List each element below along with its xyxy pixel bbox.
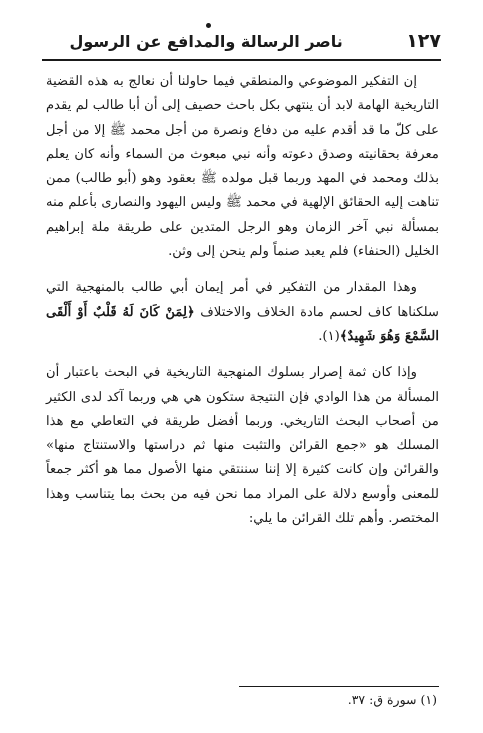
paragraph-3: وإذا كان ثمة إصرار بسلوك المنهجية التاريخية في البحث باعتبار أن المسألة من هذا الوادي فإن النتيجة ستكون هي هي وربما آكد لدى الكثير من أصحاب البحث التاريخي. وربما أفضل طريقة في التعاطي مع هذا المسلك هو «جمع القرائن والتثبت منها ثم دراستها والاستنتاج منها» والقرائن وإن كانت كثيرة إلا إننا سننتقي منها الأصول مما هو أكثر جمعاً للمعنى وأوسع دلالة على المراد مما نحن فيه من بحث بما يتناسب وهذا المختصر. وأهم تلك القرائن ما يلي:: [46, 365, 439, 527]
header-dot-ornament: [206, 23, 211, 28]
footnote: (١) سورة ق: ٣٧.: [347, 692, 437, 707]
header-rule: [42, 59, 441, 61]
page-number: ١٢٧: [406, 30, 441, 52]
page-header: [42, 26, 441, 56]
footnote-rule: [239, 686, 439, 687]
paragraph-2-text: وهذا المقدار من التفكير في أمر إيمان أبي طالب بالمنهجية التي سلكناها كاف لحسم مادة الخلاف والاختلاف: [46, 280, 439, 320]
running-title-text: ناصر الرسالة والمدافع عن الرسول: [69, 31, 343, 51]
paragraph-2: [46, 276, 439, 349]
paragraph-1: إن التفكير الموضوعي والمنطقي فيما حاولنا أن نعالج به هذه القضية التاريخية الهامة لابد أن ينتهي بكل باحث حصيف إلى أن أبا طالب لم يقدم على كلّ ما قد أقدم عليه من دفاع ونصرة من أجل محمد ﷺ إلا من أجل معرفة بحقانيته وصدق دعوته وأنه نبي مبعوث من السماء وأنه كان يعلم بذلك ومحمد في المهد وربما قبل مولده ﷺ بعقود وهو (أبو طالب) ممن تناهت إليه الحقائق الإلهية في محمد ﷺ وليس اليهود والنصارى بأعلم منه بمسألة نبي آخر الزمان وهو الرجل المتدين على طريقة ملة إبراهيم الخليل (الحنفاء) فلم يعبد صنماً ولم ينحن إلى وثن.: [46, 74, 439, 260]
body-text: [46, 70, 439, 531]
footnote-reference: (١).: [318, 328, 340, 344]
running-title: [42, 32, 370, 51]
quran-verse: ﴿لِمَنْ كَانَ لَهُ قَلْبٌ أَوْ أَلْقَى السَّمْعَ وَهُوَ شَهِيدٌ﴾: [46, 304, 439, 344]
